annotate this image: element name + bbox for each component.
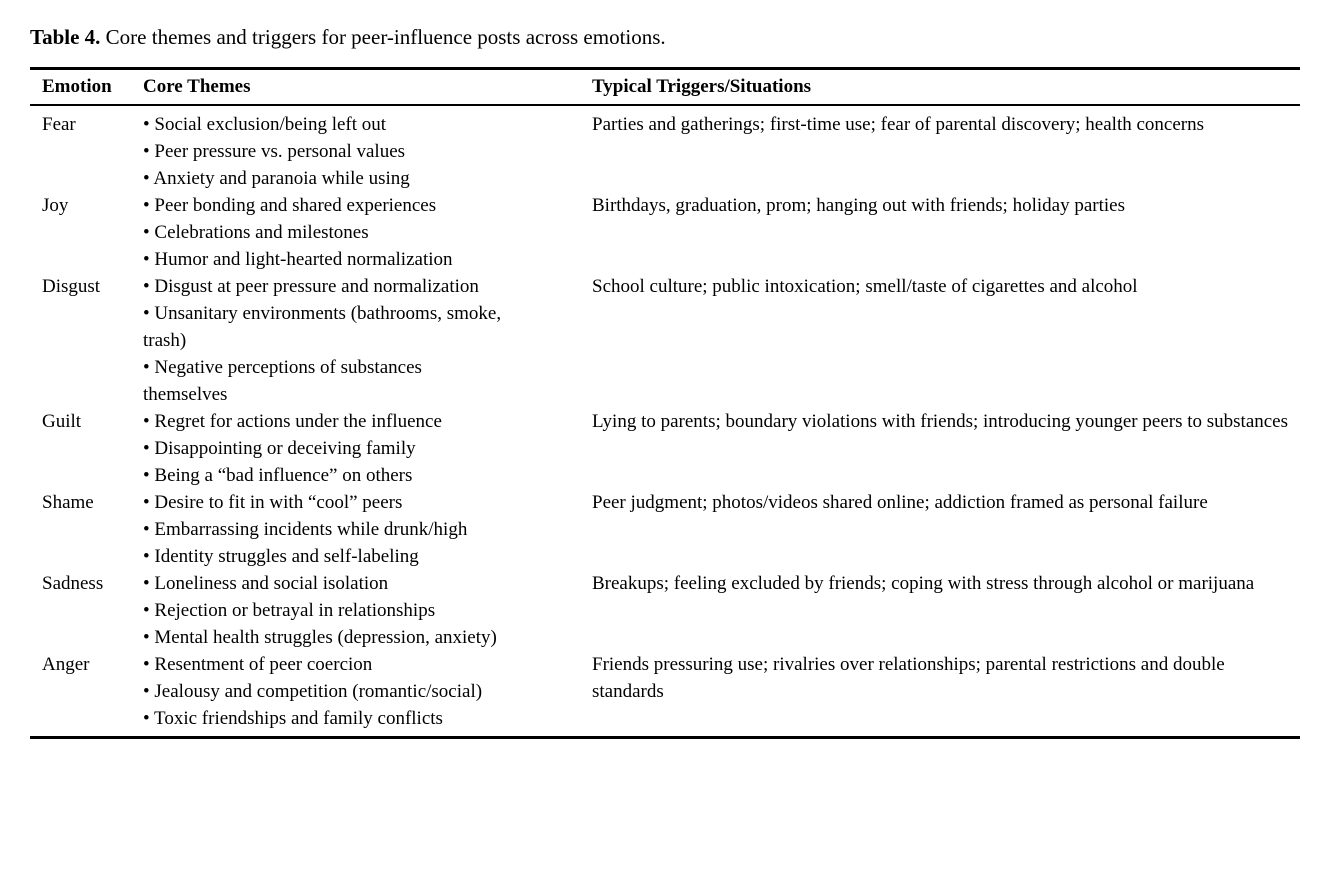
triggers-cell: School culture; public intoxication; smell/taste of cigarettes and alcohol	[592, 276, 1138, 298]
triggers-cell: Friends pressuring use; rivalries over relationships; parental restrictions and double standards	[592, 654, 1225, 703]
theme-item: • Jealousy and competition (romantic/social)	[143, 681, 483, 703]
emotion-cell: Guilt	[42, 411, 82, 433]
theme-item: • Embarrassing incidents while drunk/high	[143, 519, 468, 541]
table-row	[30, 105, 1300, 192]
theme-item: • Anxiety and paranoia while using	[143, 168, 410, 190]
themes-cell	[143, 489, 592, 570]
themes-cell	[143, 651, 592, 738]
theme-item: • Toxic friendships and family conflicts	[143, 708, 443, 730]
triggers-cell: Parties and gatherings; first-time use; fear of parental discovery; health concerns	[592, 114, 1204, 136]
theme-item: • Humor and light-hearted normalization	[143, 249, 453, 271]
table-row	[30, 192, 1300, 273]
theme-item: • Unsanitary environments (bathrooms, smoke, trash)	[143, 303, 502, 352]
theme-item: • Disgust at peer pressure and normalization	[143, 276, 479, 298]
triggers-cell: Lying to parents; boundary violations with friends; introducing younger peers to substances	[592, 411, 1289, 433]
theme-item: • Celebrations and milestones	[143, 222, 369, 244]
emotions-table	[30, 67, 1300, 739]
themes-cell	[143, 105, 592, 192]
column-header-emotion: Emotion	[30, 69, 143, 106]
theme-item: • Being a “bad influence” on others	[143, 465, 413, 487]
theme-item: • Rejection or betrayal in relationships	[143, 600, 436, 622]
emotion-cell: Fear	[42, 114, 76, 136]
triggers-cell: Breakups; feeling excluded by friends; coping with stress through alcohol or marijuana	[592, 573, 1255, 595]
theme-item: • Social exclusion/being left out	[143, 114, 387, 136]
column-header-core-themes: Core Themes	[143, 69, 592, 106]
table-caption-text: Core themes and triggers for peer-influence posts across emotions.	[100, 25, 666, 49]
emotion-cell: Joy	[42, 195, 69, 217]
themes-cell	[143, 192, 592, 273]
themes-cell	[143, 570, 592, 651]
table-row	[30, 570, 1300, 651]
triggers-cell: Peer judgment; photos/videos shared online; addiction framed as personal failure	[592, 492, 1208, 514]
table-caption	[30, 24, 1300, 50]
triggers-cell: Birthdays, graduation, prom; hanging out with friends; holiday parties	[592, 195, 1125, 217]
table-row	[30, 273, 1300, 408]
theme-item: • Peer bonding and shared experiences	[143, 195, 437, 217]
emotion-cell: Shame	[42, 492, 94, 514]
theme-item: • Resentment of peer coercion	[143, 654, 373, 676]
header-row	[30, 69, 1300, 106]
emotion-cell: Anger	[42, 654, 90, 676]
theme-item: • Desire to fit in with “cool” peers	[143, 492, 403, 514]
table-row	[30, 489, 1300, 570]
theme-item: • Regret for actions under the influence	[143, 411, 442, 433]
theme-item: • Negative perceptions of substances themselves	[143, 357, 422, 406]
theme-item: • Peer pressure vs. personal values	[143, 141, 406, 163]
column-header-typical-triggers: Typical Triggers/Situations	[592, 69, 1300, 106]
table-caption-label: Table 4.	[30, 25, 101, 49]
themes-cell	[143, 408, 592, 489]
theme-item: • Mental health struggles (depression, anxiety)	[143, 627, 497, 649]
theme-item: • Loneliness and social isolation	[143, 573, 389, 595]
table-row	[30, 651, 1300, 738]
emotion-cell: Disgust	[42, 276, 101, 298]
table-body	[30, 105, 1300, 738]
table-row	[30, 408, 1300, 489]
theme-item: • Identity struggles and self-labeling	[143, 546, 419, 568]
table-header	[30, 69, 1300, 106]
themes-cell	[143, 273, 592, 408]
theme-item: • Disappointing or deceiving family	[143, 438, 416, 460]
emotion-cell: Sadness	[42, 573, 104, 595]
